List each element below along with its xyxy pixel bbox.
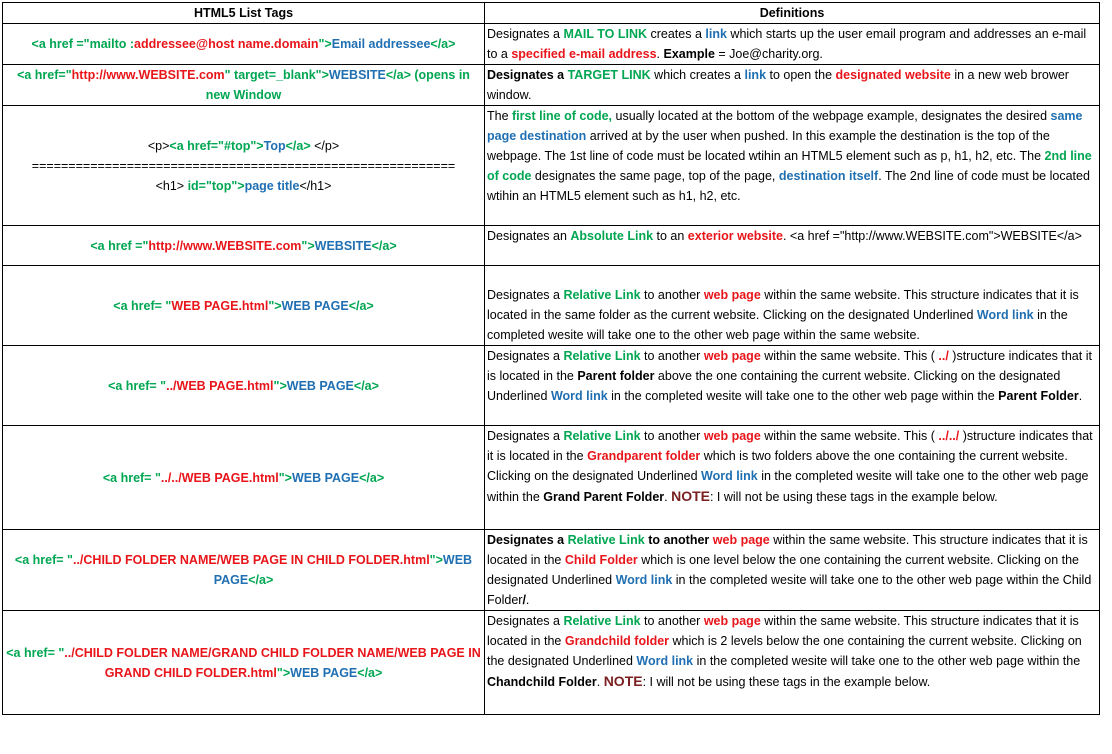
tag-text: </a> [357, 665, 383, 680]
def-text: arrived at by the user when pushed. In this example the destination is the top of the webpage. The 1st line of code must be located wtihin an HTML5 element such as p, h1, h2, etc. The [487, 129, 1050, 163]
def-text: Absolute Link [570, 229, 654, 243]
tag-text: http://www.WEBSITE.com [71, 68, 225, 82]
definition-cell-parent [485, 346, 1100, 426]
def-text: to another [640, 614, 704, 628]
def-text: Grandparent folder [587, 449, 701, 463]
def-text: Designates a [487, 614, 564, 628]
tag-text: ../CHILD FOLDER NAME/GRAND CHILD FOLDER NAME/WEB PAGE IN GRAND CHILD FOLDER.html [64, 645, 481, 680]
def-text: Designates a [487, 349, 564, 363]
tag-cell-absolute [3, 226, 485, 266]
def-text: Parent folder [577, 369, 655, 383]
tag-text: </h1> [299, 178, 332, 193]
def-text: in the completed wesite will take one to the other web page within the [487, 469, 1089, 504]
tag-separator: ========================================================== [31, 158, 456, 173]
def-text: . [1078, 389, 1083, 403]
tag-text: "> [318, 37, 332, 51]
def-text: which is 2 levels below the one containing the current website. Clicking on the designated Underlined [487, 634, 1082, 668]
def-text: Relative Link [567, 533, 645, 547]
tag-cell-child [3, 530, 485, 611]
def-text: usually located at the bottom of the webpage example, designates the desired [612, 109, 1051, 123]
def-text: to another [640, 288, 704, 302]
tag-text: page title [244, 178, 300, 193]
definition-cell-same-page [485, 106, 1100, 226]
def-text: first line of code, [512, 109, 613, 123]
table-row [3, 530, 1100, 611]
tag-line-2 [5, 176, 482, 196]
tag-text: </p> [310, 138, 340, 153]
tag-text: "> [273, 378, 287, 393]
def-text: Relative Link [563, 349, 641, 363]
def-text: : I will not be using these tags in the example below. [709, 490, 998, 504]
tag-text: Top [263, 138, 286, 153]
def-text: Relative Link [563, 614, 641, 628]
tag-text: <a href =" [90, 238, 149, 253]
tag-text: </a> [385, 68, 411, 82]
def-text: ../ [938, 349, 949, 363]
tag-text: WEBSITE [314, 238, 372, 253]
table-row [3, 611, 1100, 715]
tag-text: </a> [353, 378, 379, 393]
tag-text: </a> [285, 138, 311, 153]
tag-text: id="top"> [187, 178, 245, 193]
def-text: . [596, 675, 604, 689]
tag-text: <a href=" [17, 68, 72, 82]
def-text: web page [703, 349, 761, 363]
tag-text: "> [276, 665, 291, 680]
note-label: NOTE [671, 488, 710, 504]
def-text: within the same website. This structure indicates that it is located in the [487, 614, 1079, 648]
def-text: Example [663, 47, 715, 61]
tag-text: http://www.WEBSITE.com [148, 238, 302, 253]
tag-line-1 [5, 136, 482, 156]
tag-text: " target=_blank"> [224, 68, 329, 82]
def-text: to another [640, 349, 704, 363]
def-text: same page destination [487, 109, 1083, 143]
def-text: . The 2nd line of code must be located wtihin an HTML5 element such as h1, h2, etc. [487, 169, 1090, 203]
def-text: . [664, 490, 672, 504]
tag-text: </a> [371, 238, 397, 253]
tag-text: <p> [147, 138, 170, 153]
def-text: Parent Folder [998, 389, 1079, 403]
def-text: Designates a [487, 288, 564, 302]
def-text: 2nd line of code [487, 149, 1092, 183]
def-text: TARGET LINK [567, 68, 651, 82]
def-text: designates the same page, top of the page, [531, 169, 779, 183]
def-text: Relative Link [563, 429, 641, 443]
tag-text: WEBSITE [328, 68, 386, 82]
def-text: which is one level below the one containing the current website. Clicking on the designated Underlined [487, 553, 1079, 587]
def-text: Designates a [487, 68, 568, 82]
definition-cell-grandchild [485, 611, 1100, 715]
tag-text: Email addressee [331, 37, 431, 51]
tag-text: ../WEB PAGE.html [166, 378, 274, 393]
def-text: which creates a [650, 68, 745, 82]
tag-text: WEB PAGE.html [171, 298, 269, 313]
def-text: link [744, 68, 767, 82]
def-text: Chandchild Folder [487, 675, 597, 689]
def-text: Child Folder [564, 553, 638, 567]
def-text: Word link [976, 308, 1034, 322]
def-text: in the completed wesite will take one to the other web page within the same website. [487, 308, 1068, 342]
definition-cell-relative [485, 266, 1100, 346]
table-row [3, 24, 1100, 65]
tag-text: WEB PAGE [290, 665, 358, 680]
definition-cell-mailto [485, 24, 1100, 65]
html5-link-tags-table [2, 2, 1100, 715]
def-text: Word link [701, 469, 758, 483]
tag-text: ../../WEB PAGE.html [160, 470, 279, 485]
def-text: above the one containing the current website. Clicking on the designated Underlined [487, 369, 1061, 403]
def-text: MAIL TO LINK [563, 27, 648, 41]
def-text: within the same website. This ( [760, 429, 939, 443]
def-text: to another [644, 533, 713, 547]
definition-cell-child [485, 530, 1100, 611]
tag-text: WEB PAGE [281, 298, 349, 313]
def-text: Designates a [487, 27, 564, 41]
def-text: within the same website. This ( [760, 349, 939, 363]
tag-text: </a> [430, 37, 456, 51]
tag-text: WEB PAGE [291, 470, 360, 485]
tag-cell-grandchild [3, 611, 485, 715]
def-text: to an [653, 229, 688, 243]
def-text: )structure indicates that it is located in the [487, 349, 1092, 383]
tag-cell-target [3, 65, 485, 106]
def-text: web page [712, 533, 770, 547]
def-text: Grand Parent Folder [543, 490, 665, 504]
note-label: NOTE [603, 673, 643, 689]
tag-text: <a href ="mailto : [31, 37, 135, 51]
tag-cell-same-page [3, 106, 485, 226]
def-text: web page [703, 429, 761, 443]
tag-text: </a> [248, 573, 274, 587]
def-text: : I will not be using these tags in the example below. [642, 675, 931, 689]
def-text: in the completed wesite will take one to the other web page within the [607, 389, 999, 403]
tag-text: <h1> [155, 178, 188, 193]
def-text: destination itself [778, 169, 879, 183]
tag-text: WEB PAGE [286, 378, 354, 393]
header-tags: HTML5 List Tags [3, 3, 485, 24]
def-text: creates a [647, 27, 706, 41]
def-text: Designates a [487, 533, 568, 547]
tag-text: <a href= " [14, 553, 73, 567]
definition-cell-grandparent [485, 426, 1100, 530]
def-text: ../../ [938, 429, 960, 443]
tag-text: </a> [348, 298, 374, 313]
table-row [3, 426, 1100, 530]
def-text: )structure indicates that it is located in the [487, 429, 1093, 463]
tag-text: </a> [359, 470, 385, 485]
def-text: which is two folders above the one containing the current website. Clicking on the designated Underlined [487, 449, 1068, 483]
tag-text: "> [301, 238, 315, 253]
def-text: in the completed wesite will take one to the other web page within the [693, 654, 1081, 668]
def-text: . [525, 593, 530, 607]
table-row [3, 65, 1100, 106]
def-text: designated website [835, 68, 951, 82]
table-row [3, 346, 1100, 426]
tag-text: "> [278, 470, 292, 485]
tag-text: <a href= " [108, 378, 167, 393]
def-text: which starts up the user email program and addresses an e-mail to a [487, 27, 1087, 61]
def-text: Grandchild folder [564, 634, 670, 648]
def-text: Designates a [487, 429, 564, 443]
tag-text: addressee@host name.domain [134, 37, 319, 51]
def-text: within the same website. This structure indicates that it is located in the same folder as the current website. Clicking on the designated Underlined [487, 288, 1079, 322]
def-text: = Joe@charity.org. [714, 47, 823, 61]
def-text: to open the [766, 68, 836, 82]
tag-text: ../CHILD FOLDER NAME/WEB PAGE IN CHILD FOLDER.html [72, 553, 430, 567]
def-text: Word link [550, 389, 608, 403]
tag-text: (opens in new Window [205, 68, 470, 102]
definition-cell-target [485, 65, 1100, 106]
tag-cell-mailto [3, 24, 485, 65]
def-text: Relative Link [563, 288, 641, 302]
tag-cell-grandparent [3, 426, 485, 530]
def-text: Word link [615, 573, 673, 587]
def-text: in the completed wesite will take one to the other web page within the Child Folder [487, 573, 1092, 607]
tag-text: <a href= " [102, 470, 161, 485]
def-text: specified e-mail address [511, 47, 657, 61]
tag-text: <a href= " [113, 298, 172, 313]
table-row [3, 106, 1100, 226]
def-text: in a new web brower window. [487, 68, 1069, 102]
def-text: . [656, 47, 664, 61]
tag-text: <a href= " [6, 645, 65, 660]
def-text: / [522, 593, 526, 607]
tag-text: <a href="#top"> [169, 138, 264, 153]
header-row [3, 3, 1100, 24]
def-text: exterior website [687, 229, 783, 243]
tag-cell-relative [3, 266, 485, 346]
def-text: Designates an [487, 229, 571, 243]
table-row [3, 226, 1100, 266]
def-text: web page [703, 614, 761, 628]
tag-text: "> [429, 553, 443, 567]
def-text: Word link [636, 654, 694, 668]
def-text: link [705, 27, 727, 41]
def-text: web page [703, 288, 761, 302]
def-text: . <a href ="http://www.WEBSITE.com">WEBSITE</a> [782, 229, 1082, 243]
def-text: The [487, 109, 513, 123]
tag-text: WEB PAGE [213, 553, 473, 587]
table-row [3, 266, 1100, 346]
tag-cell-parent [3, 346, 485, 426]
def-text: within the same website. This structure indicates that it is located in the [487, 533, 1088, 567]
definition-cell-absolute [485, 226, 1100, 266]
header-definitions: Definitions [485, 3, 1100, 24]
tag-text: "> [268, 298, 282, 313]
def-text: to another [640, 429, 704, 443]
